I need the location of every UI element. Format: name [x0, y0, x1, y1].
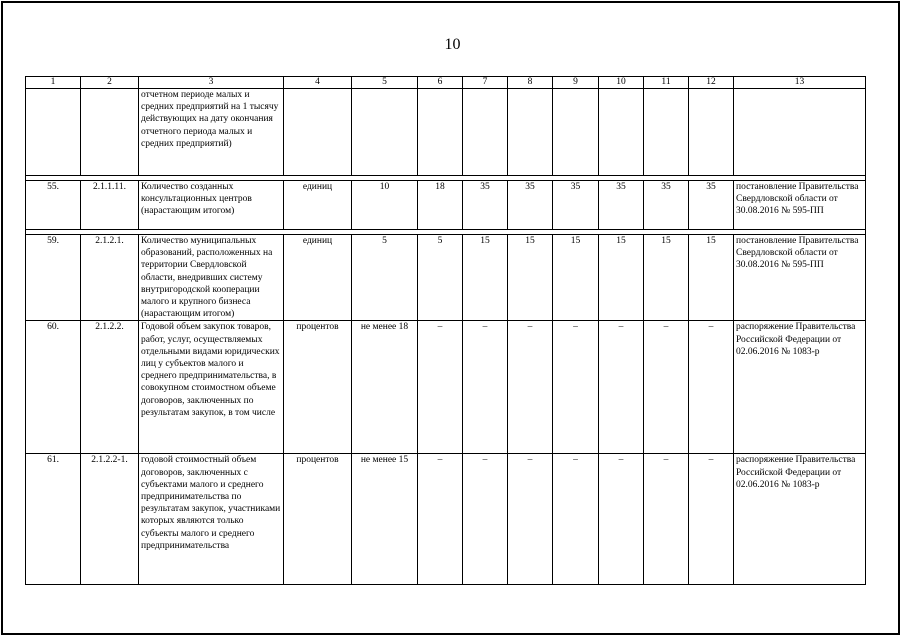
value-cell: – — [689, 321, 734, 454]
value-cell: – — [418, 321, 463, 454]
table-row — [26, 321, 866, 454]
value-cell: 15 — [689, 235, 734, 321]
column-header: 3 — [139, 77, 284, 89]
value-cell: – — [508, 321, 553, 454]
unit-cell: единиц — [284, 181, 352, 230]
row-number: 59. — [26, 235, 81, 321]
value-cell: 15 — [463, 235, 508, 321]
column-header: 10 — [599, 77, 644, 89]
source-cell: постановление Правительства Свердловской области от 30.08.2016 № 595-ПП — [734, 235, 866, 321]
value-cell: 35 — [689, 181, 734, 230]
value-cell: – — [508, 454, 553, 585]
value-cell: 15 — [508, 235, 553, 321]
row-code: 2.1.1.11. — [81, 181, 139, 230]
table-row — [26, 235, 866, 321]
value-cell: – — [553, 321, 599, 454]
table-row — [26, 181, 866, 230]
value-cell: 35 — [599, 181, 644, 230]
column-header: 8 — [508, 77, 553, 89]
value-cell: 5 — [418, 235, 463, 321]
row-number: 61. — [26, 454, 81, 585]
source-cell: постановление Правительства Свердловской области от 30.08.2016 № 595-ПП — [734, 181, 866, 230]
row-number: 60. — [26, 321, 81, 454]
value-cell: – — [599, 454, 644, 585]
table-row — [26, 454, 866, 585]
row-number: 55. — [26, 181, 81, 230]
indicator-cell: Количество созданных консультационных центров (нарастающим итогом) — [139, 181, 284, 230]
indicator-cell: Количество муниципальных образований, расположенных на территории Свердловской области, внедривших систему внутригородской кооперации малого и крупного бизнеса (нарастающим итогом) — [139, 235, 284, 321]
column-header: 2 — [81, 77, 139, 89]
indicators-table — [25, 76, 866, 585]
column-header: 5 — [352, 77, 418, 89]
value-cell: 35 — [553, 181, 599, 230]
value-cell: – — [644, 321, 689, 454]
value-cell: 15 — [599, 235, 644, 321]
value-cell: 35 — [508, 181, 553, 230]
row-code: 2.1.2.1. — [81, 235, 139, 321]
row-code: 2.1.2.2-1. — [81, 454, 139, 585]
value-cell: – — [599, 321, 644, 454]
value-cell: не менее 15 — [352, 454, 418, 585]
column-header: 13 — [734, 77, 866, 89]
indicator-cell: годовой стоимостный объем договоров, заключенных с субъектами малого и среднего предпринимательства по результатам закупок, участниками которых являются только субъекты малого и среднего предпринимательства — [139, 454, 284, 585]
unit-cell: процентов — [284, 321, 352, 454]
unit-cell: процентов — [284, 454, 352, 585]
column-header: 12 — [689, 77, 734, 89]
page-number: 10 — [444, 36, 461, 53]
value-cell: 5 — [352, 235, 418, 321]
value-cell: 35 — [644, 181, 689, 230]
value-cell: – — [463, 321, 508, 454]
value-cell: 10 — [352, 181, 418, 230]
value-cell: – — [553, 454, 599, 585]
unit-cell: единиц — [284, 235, 352, 321]
value-cell: – — [644, 454, 689, 585]
header-row — [26, 77, 866, 89]
column-header: 6 — [418, 77, 463, 89]
indicator-cell: Годовой объем закупок товаров, работ, услуг, осуществляемых отдельными видами юридических лиц у субъектов малого и среднего предпринимательства, в совокупном стоимостном объеме договоров, заключенных по результатам закупок, в том числе — [139, 321, 284, 454]
column-header: 11 — [644, 77, 689, 89]
value-cell: – — [689, 454, 734, 585]
column-header: 7 — [463, 77, 508, 89]
value-cell: – — [463, 454, 508, 585]
value-cell: 15 — [553, 235, 599, 321]
column-header: 9 — [553, 77, 599, 89]
table-row-continuation — [26, 89, 866, 176]
value-cell: 15 — [644, 235, 689, 321]
row-code: 2.1.2.2. — [81, 321, 139, 454]
column-header: 1 — [26, 77, 81, 89]
source-cell: распоряжение Правительства Российской Федерации от 02.06.2016 № 1083-р — [734, 321, 866, 454]
column-header: 4 — [284, 77, 352, 89]
value-cell: не менее 18 — [352, 321, 418, 454]
indicator-cell: отчетном периоде малых и средних предприятий на 1 тысячу действующих на дату окончания отчетного периода малых и средних предприятий) — [139, 89, 284, 176]
value-cell: – — [418, 454, 463, 585]
source-cell: распоряжение Правительства Российской Федерации от 02.06.2016 № 1083-р — [734, 454, 866, 585]
value-cell: 35 — [463, 181, 508, 230]
value-cell: 18 — [418, 181, 463, 230]
